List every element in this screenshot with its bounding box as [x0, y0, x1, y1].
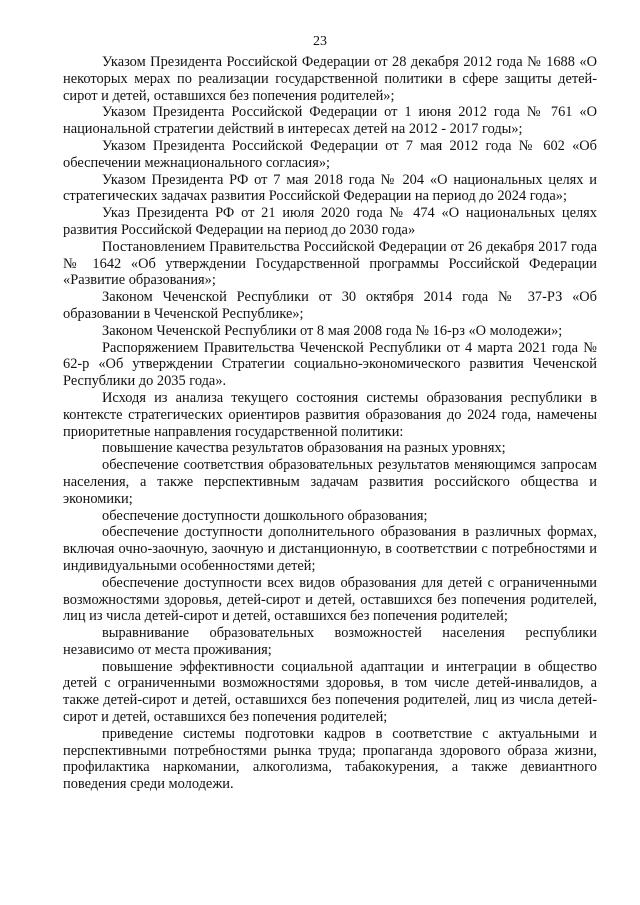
paragraph-decree-761: Указом Президента Российской Федерации от 1 июня 2012 года № 761 «О национальной стратегии действий в интересах детей на 2012 - 2017 годы»; [63, 104, 597, 138]
paragraph-priority-preschool: обеспечение доступности дошкольного образования; [102, 507, 428, 524]
document-body [63, 54, 597, 793]
paragraph-priority-accessibility: обеспечение доступности всех видов образования для детей с ограниченными возможностями здоровья, детей-сирот и детей, оставшихся без попечения родителей, лиц из числа детей-сирот и детей, оставшихся без попечения родителей; [63, 574, 597, 625]
paragraph-order-62-r: Распоряжением Правительства Чеченской Республики от 4 марта 2021 года № 62-р «Об утверждении Стратегии социально-экономического развития Чеченской Республики до 2035 года». [63, 339, 597, 390]
paragraph-decree-204: Указом Президента РФ от 7 мая 2018 года № 204 «О национальных целях и стратегических задачах развития Российской Федерации на период до 2024 года»; [63, 171, 597, 205]
page-number: 23 [313, 34, 327, 49]
paragraph-law-37-rz: Законом Чеченской Республики от 30 октября 2014 года № 37-РЗ «Об образовании в Чеченской Республике»; [63, 289, 597, 322]
paragraph-priority-training: приведение системы подготовки кадров в соответствие с актуальными и перспективными потребностями рынка труда; пропаганда здорового образа жизни, профилактика наркомании, алкоголизма, табакокурения, а также девиантного поведения среди молодежи. [63, 725, 597, 793]
paragraph-resolution-1642: Постановлением Правительства Российской Федерации от 26 декабря 2017 года № 1642 «Об утверждении Государственной программы Российской Федерации «Развитие образования»; [63, 238, 597, 289]
paragraph-decree-1688: Указом Президента Российской Федерации от 28 декабря 2012 года № 1688 «О некоторых мерах по реализации государственной политики в сфере защиты детей-сирот и детей, оставшихся без попечения родителей»; [63, 54, 597, 104]
paragraph-priority-equalization: выравнивание образовательных возможностей населения республики независимо от места проживания; [63, 625, 597, 658]
paragraph-priority-adaptation: повышение эффективности социальной адаптации и интеграции в общество детей с ограниченными возможностями здоровья, в том числе детей-инвалидов, а также детей-сирот и детей, оставшихся без попечения родителей, лиц из числа детей-сирот и детей, оставшихся без попечения родителей; [63, 658, 597, 726]
paragraph-priority-compliance: обеспечение соответствия образовательных результатов меняющимся запросам населения, а также перспективным задачам развития российского общества и экономики; [63, 457, 597, 507]
paragraph-priorities-intro: Исходя из анализа текущего состояния системы образования республики в контексте стратегических ориентиров развития образования до 2024 года, намечены приоритетные направления государственной политики: [63, 389, 597, 440]
paragraph-priority-additional-education: обеспечение доступности дополнительного образования в различных формах, включая очно-заочную, заочную и дистанционную, в соответствии с потребностями и индивидуальными особенностями детей; [63, 524, 597, 574]
paragraph-decree-474: Указ Президента РФ от 21 июля 2020 года № 474 «О национальных целях развития Российской Федерации на период до 2030 года» [63, 205, 597, 238]
paragraph-decree-602: Указом Президента Российской Федерации от 7 мая 2012 года № 602 «Об обеспечении межнационального согласия»; [63, 137, 597, 171]
paragraph-priority-quality: повышение качества результатов образования на разных уровнях; [102, 440, 506, 457]
paragraph-law-16-rz: Законом Чеченской Республики от 8 мая 2008 года № 16-рз «О молодежи»; [102, 322, 563, 339]
